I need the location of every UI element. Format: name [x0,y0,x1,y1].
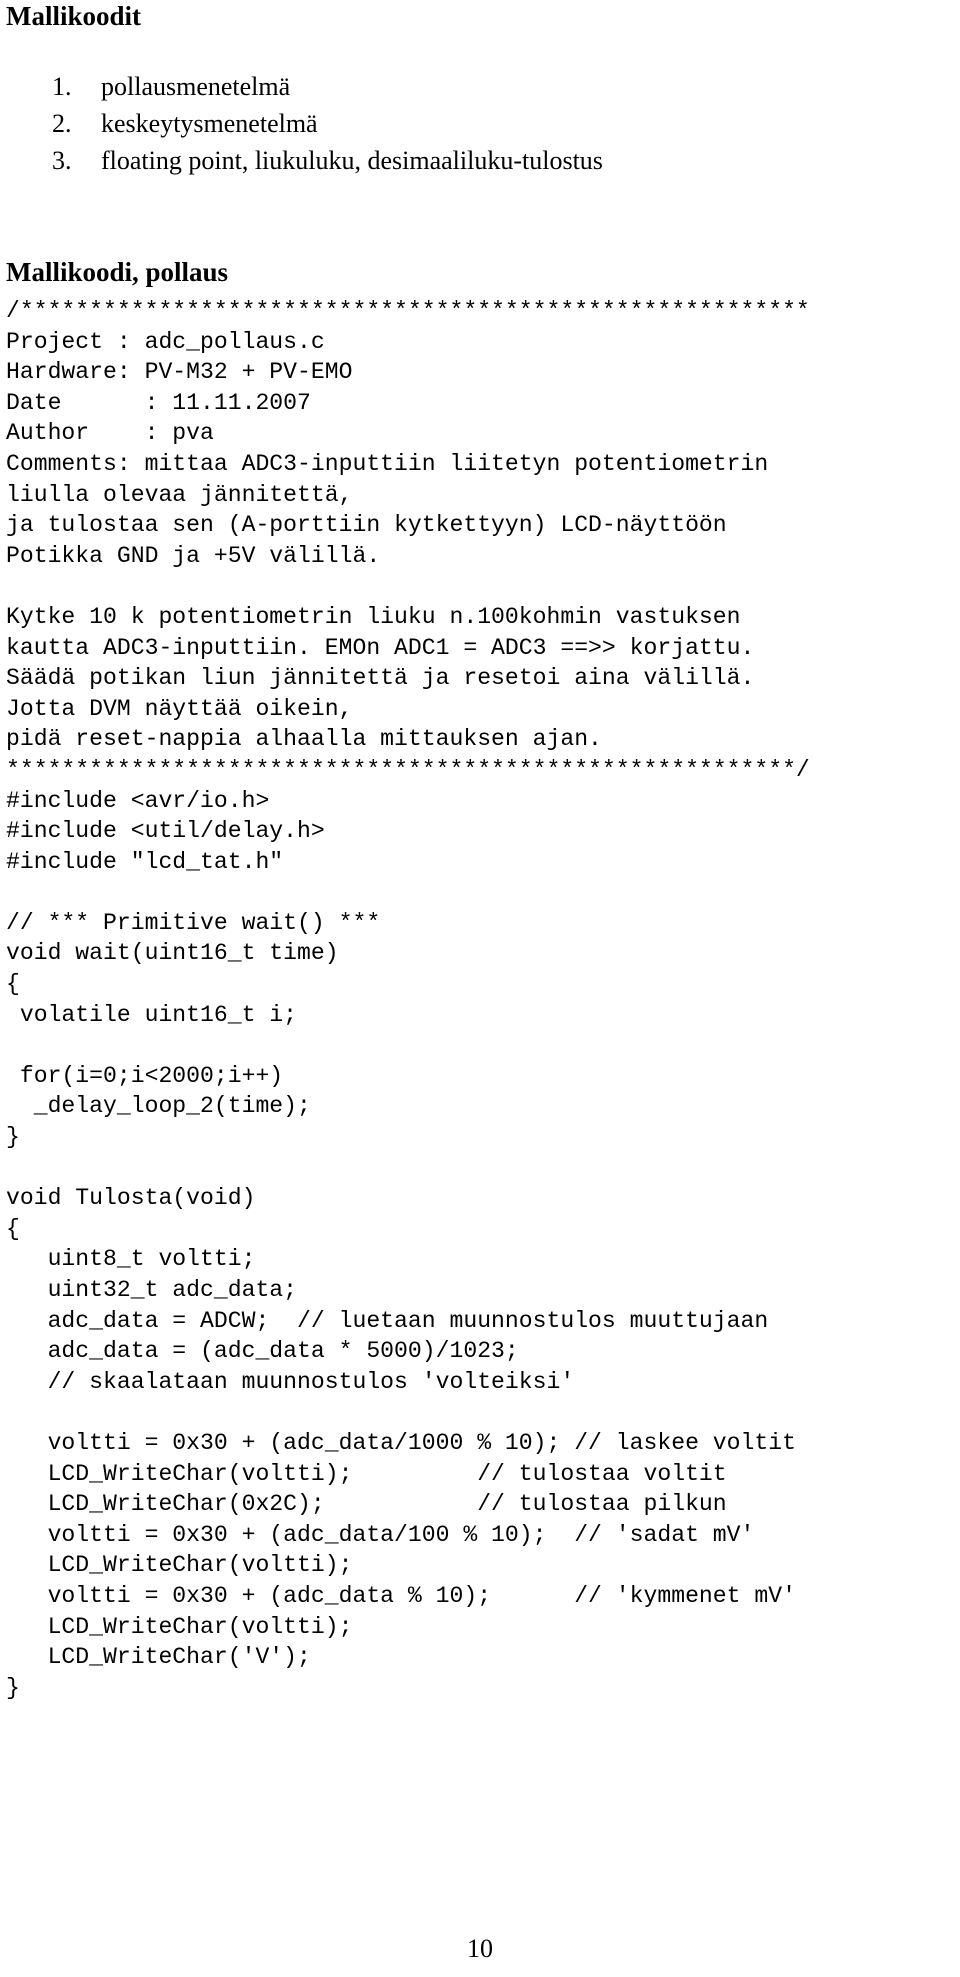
code-line: Date : 11.11.2007 [6,389,311,416]
code-line: for(i=0;i<2000;i++) [6,1062,284,1089]
code-line: Säädä potikan liun jännitettä ja resetoi aina välillä. [6,665,755,692]
code-line [6,1030,810,1061]
code-line: Comments: mittaa ADC3-inputtiin liitetyn potentiometrin [6,450,769,477]
contents-item-text: floating point, liukuluku, desimaaliluku-tulostus [101,146,603,175]
code-line: } [6,1124,20,1151]
code-line: LCD_WriteChar(voltti); [6,1552,353,1579]
section-title: Mallikoodi, pollaus [6,257,229,287]
code-line: #include <avr/io.h> [6,787,270,814]
code-line: Project : adc_pollaus.c [6,328,325,355]
code-line: void Tulosta(void) [6,1185,256,1212]
code-line: kautta ADC3-inputtiin. EMOn ADC1 = ADC3 ==>> korjattu. [6,634,755,661]
code-line: pidä reset-nappia alhaalla mittauksen ajan. [6,726,602,753]
code-line: { [6,1215,20,1242]
code-line: Hardware: PV-M32 + PV-EMO [6,359,353,386]
code-line: uint8_t voltti; [6,1246,256,1273]
code-line: voltti = 0x30 + (adc_data % 10); // 'kymmenet mV' [6,1582,796,1609]
contents-item-number: 3. [52,146,72,175]
code-line: // skaalataan muunnostulos 'volteiksi' [6,1368,575,1395]
code-line: LCD_WriteChar(voltti); // tulostaa voltit [6,1460,727,1487]
code-listing [6,296,810,1703]
code-line: /********************************************************* [6,298,810,324]
contents-item-number: 2. [52,109,72,138]
code-line: LCD_WriteChar('V'); [6,1644,311,1671]
code-line: LCD_WriteChar(0x2C); // tulostaa pilkun [6,1491,727,1518]
document-title: Mallikoodit [6,1,142,31]
code-line [6,877,810,908]
code-line: { [6,971,20,998]
code-line: void wait(uint16_t time) [6,940,339,967]
code-line: liulla olevaa jännitettä, [6,481,353,508]
code-line: adc_data = ADCW; // luetaan muunnostulos muuttujaan [6,1307,769,1334]
code-line: uint32_t adc_data; [6,1277,298,1303]
code-line: voltti = 0x30 + (adc_data/1000 % 10); // laskee voltit [6,1429,796,1456]
code-line: ja tulostaa sen (A-porttiin kytkettyyn) LCD-näyttöön [6,512,727,539]
code-line: Kytke 10 k potentiometrin liuku n.100kohmin vastuksen [6,603,741,630]
code-line: } [6,1674,20,1701]
code-line [6,1397,810,1428]
code-line: Potikka GND ja +5V välillä. [6,542,381,569]
code-line: *********************************************************/ [6,756,810,783]
code-line [6,1153,810,1184]
contents-item-text: pollausmenetelmä [101,72,291,101]
contents-item-number: 1. [52,72,72,101]
code-line: // *** Primitive wait() *** [6,909,381,936]
code-line: adc_data = (adc_data * 5000)/1023; [6,1338,519,1365]
contents-item-text: keskeytysmenetelmä [101,109,318,138]
code-line: voltti = 0x30 + (adc_data/100 % 10); // 'sadat mV' [6,1521,755,1548]
code-line: LCD_WriteChar(voltti); [6,1613,353,1640]
code-line: _delay_loop_2(time); [6,1093,311,1120]
code-line: #include "lcd_tat.h" [6,848,284,875]
code-line: #include <util/delay.h> [6,818,325,845]
page-number: 10 [467,1934,493,1963]
code-line [6,571,810,602]
code-line: volatile uint16_t i; [6,1001,298,1028]
code-line: Author : pva [6,420,214,447]
code-line: Jotta DVM näyttää oikein, [6,695,353,722]
